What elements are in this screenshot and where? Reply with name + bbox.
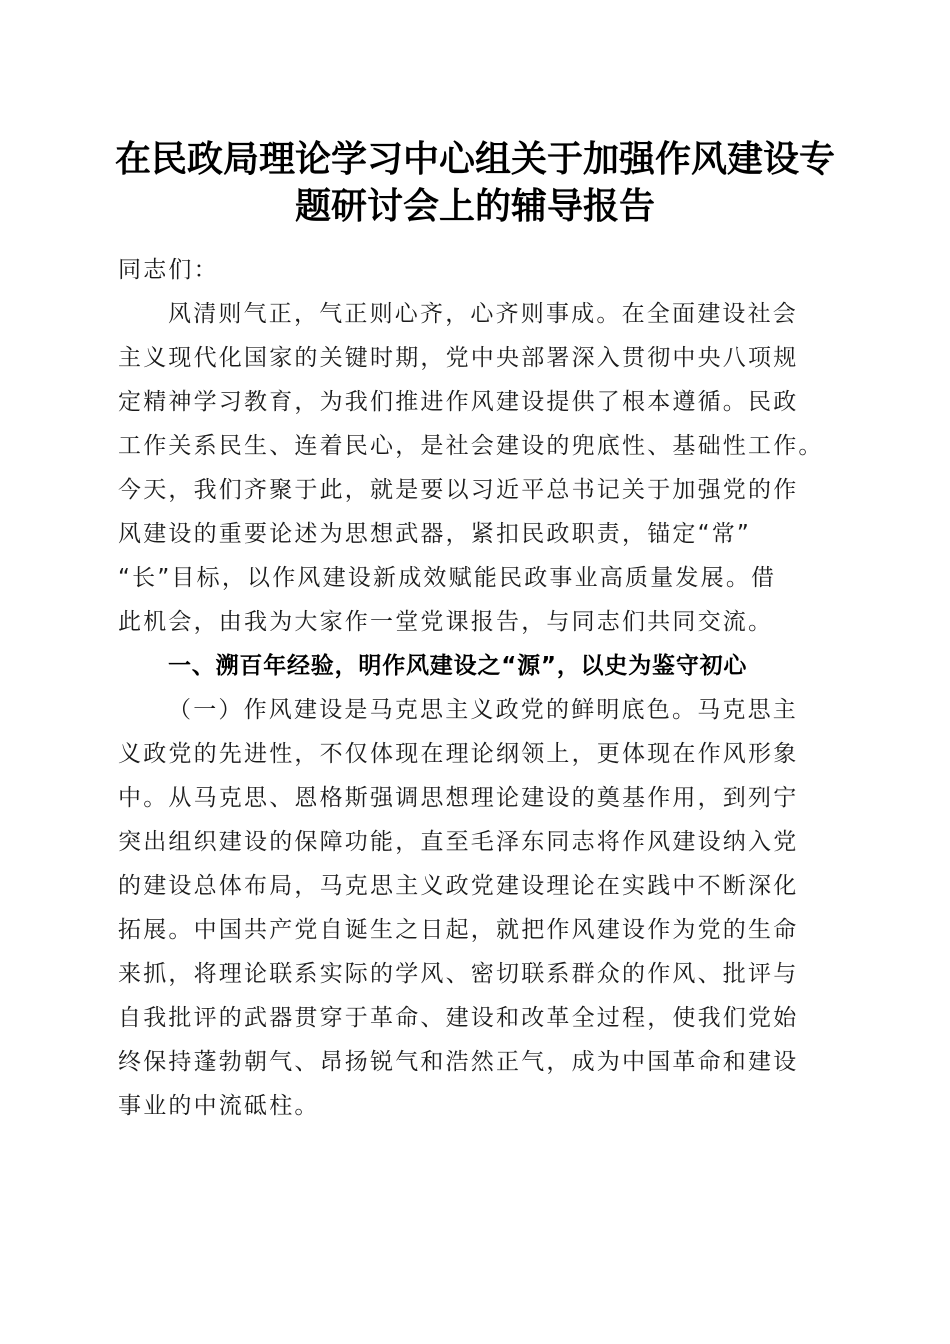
document-title-line-2: 题研讨会上的辅导报告	[294, 185, 655, 227]
document-title-line-1: 在民政局理论学习中心组关于加强作风建设专	[114, 138, 835, 180]
salutation: 同志们：	[118, 257, 219, 283]
paragraph-line: “长”目标，以作风建设新成效赋能民政事业高质量发展。借	[118, 565, 777, 591]
paragraph-line: 来抓，将理论联系实际的学风、密切联系群众的作风、批评与	[118, 961, 799, 987]
paragraph-line: 事业的中流砥柱。	[118, 1093, 320, 1119]
section-heading: 一、溯百年经验，明作风建设之“源”，以史为鉴守初心	[168, 653, 748, 679]
paragraph-line: 的建设总体布局，马克思主义政党建设理论在实践中不断深化	[118, 873, 799, 899]
paragraph-line: 突出组织建设的保障功能，直至毛泽东同志将作风建设纳入党	[118, 829, 799, 855]
paragraph-line: 此机会，由我为大家作一堂党课报告，与同志们共同交流。	[118, 609, 774, 635]
paragraph-line: 风清则气正，气正则心齐，心齐则事成。在全面建设社会	[168, 301, 798, 327]
paragraph-line: 终保持蓬勃朝气、昂扬锐气和浩然正气，成为中国革命和建设	[118, 1049, 799, 1075]
paragraph-line: 自我批评的武器贯穿于革命、建设和改革全过程，使我们党始	[118, 1005, 799, 1031]
document-body	[118, 248, 838, 1128]
paragraph-line: 主义现代化国家的关键时期，党中央部署深入贯彻中央八项规	[118, 345, 799, 371]
paragraph-2	[118, 688, 838, 1128]
paragraph-line: 拓展。中国共产党自诞生之日起，就把作风建设作为党的生命	[118, 917, 799, 943]
paragraph-line: 工作关系民生、连着民心，是社会建设的兜底性、基础性工作。	[118, 433, 824, 459]
paragraph-line: 今天，我们齐聚于此，就是要以习近平总书记关于加强党的作	[118, 477, 799, 503]
paragraph-line: 中。从马克思、恩格斯强调思想理论建设的奠基作用，到列宁	[118, 785, 799, 811]
paragraph-line: 风建设的重要论述为思想武器，紧扣民政职责，锚定“常”	[118, 521, 752, 547]
paragraph-line: （一）作风建设是马克思主义政党的鲜明底色。马克思主	[168, 697, 798, 723]
paragraph-line: 义政党的先进性，不仅体现在理论纲领上，更体现在作风形象	[118, 741, 799, 767]
paragraph-line: 定精神学习教育，为我们推进作风建设提供了根本遵循。民政	[118, 389, 799, 415]
paragraph-1	[118, 292, 838, 644]
